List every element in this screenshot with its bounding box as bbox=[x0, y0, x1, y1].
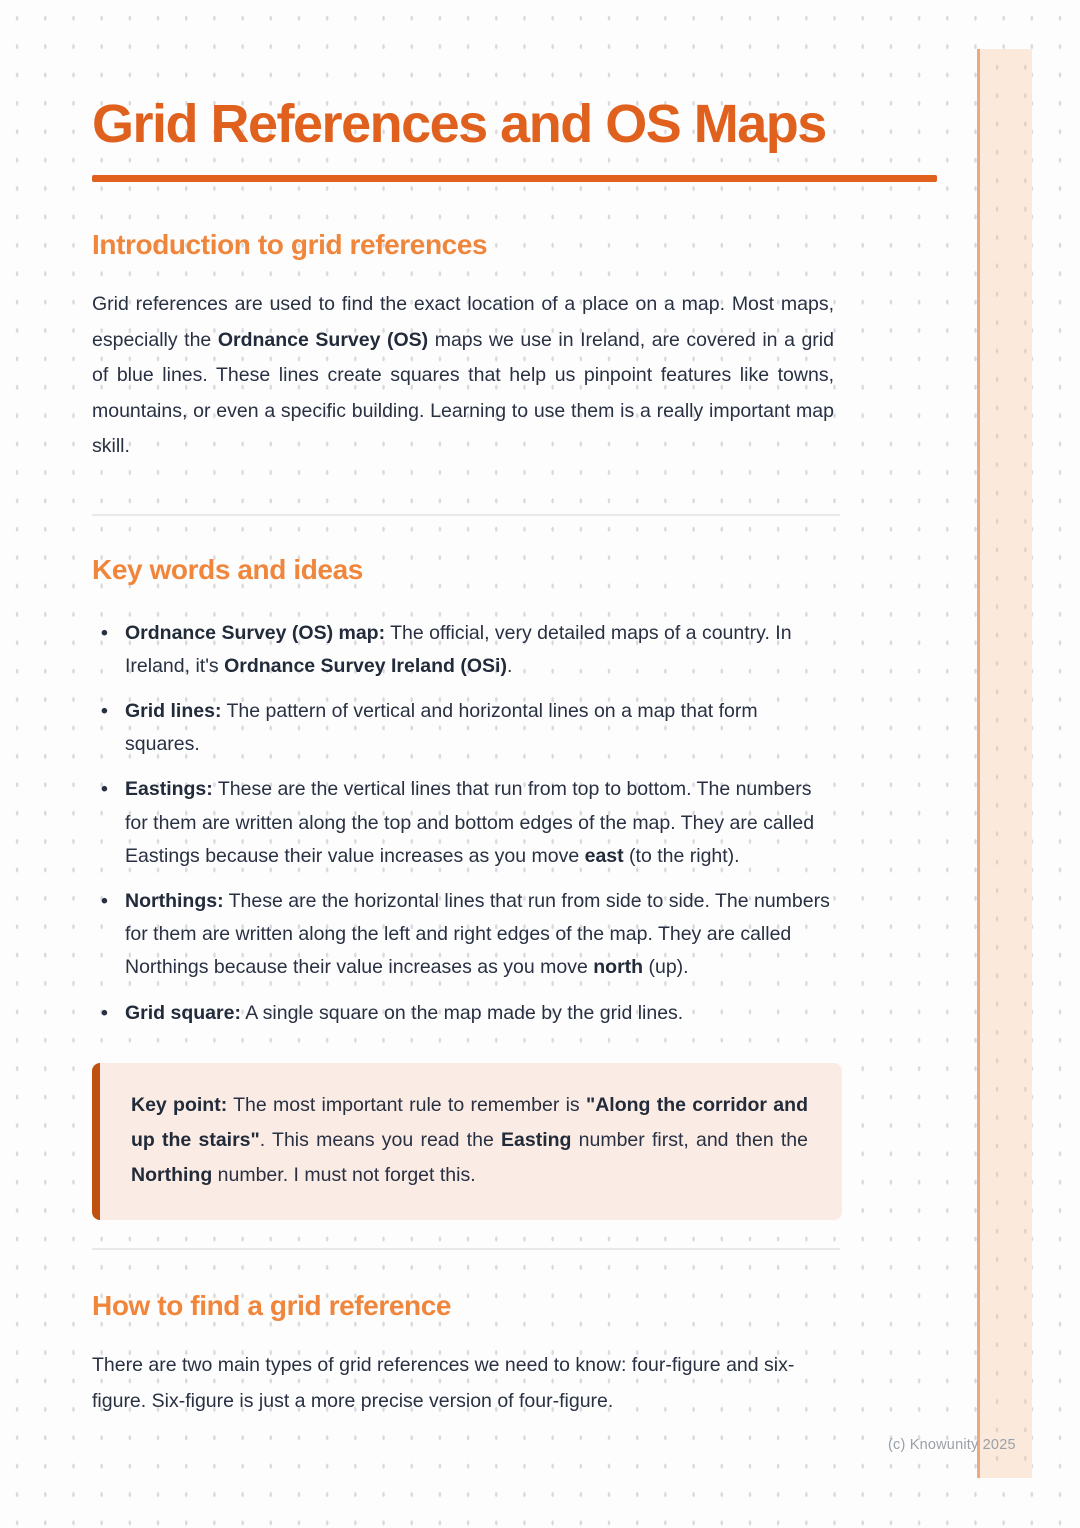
list-item-eastings: • Eastings: These are the vertical lines that run from top to bottom. The numbers for them are written along the top and bottom edges of the map. They are called Eastings because their value increases as you move east (to the right). bbox=[92, 773, 832, 873]
section-howto bbox=[92, 1290, 985, 1419]
keyword-list bbox=[92, 617, 832, 1030]
section-heading-introduction: Introduction to grid references bbox=[92, 229, 488, 261]
section-heading-keywords: Key words and ideas bbox=[92, 553, 363, 585]
introduction-paragraph: Grid references are used to find the exact location of a place on a map. Most maps, especially the Ordnance Survey (OS) maps we use in Ireland, are covered in a grid of blue lines. These lines create squares that help us pinpoint features like towns, mountains, or even a specific building. Learning to use them is a really important map skill. bbox=[92, 293, 834, 458]
section-introduction bbox=[92, 229, 985, 464]
howto-paragraph: There are two main types of grid references we need to know: four-figure and six-figure. Six-figure is just a more precise version of four-figure. bbox=[92, 1354, 795, 1412]
list-item-grid-lines: • Grid lines: The pattern of vertical and horizontal lines on a map that form squares. bbox=[92, 695, 832, 761]
section-heading-howto: How to find a grid reference bbox=[92, 1290, 452, 1322]
list-item-ordnance-survey-map: • Ordnance Survey (OS) map: The official, very detailed maps of a country. In Ireland, it's Ordnance Survey Ireland (OSi). bbox=[92, 617, 832, 683]
section-divider bbox=[92, 1248, 840, 1250]
list-item-grid-square: • Grid square: A single square on the map made by the grid lines. bbox=[92, 997, 832, 1030]
page-title: Grid References and OS Maps bbox=[92, 94, 826, 154]
key-point-text: Key point: The most important rule to remember is "Along the corridor and up the stairs". This means you read the Easting number first, and then the Northing number. I must not forget this. bbox=[131, 1093, 808, 1187]
list-item-northings: • Northings: These are the horizontal lines that run from side to side. The numbers for them are written along the left and right edges of the map. They are called Northings because their value increases as you move north (up). bbox=[92, 885, 832, 985]
key-point-callout bbox=[92, 1063, 842, 1221]
title-rule bbox=[92, 175, 937, 182]
section-divider bbox=[92, 514, 840, 516]
side-band bbox=[977, 49, 1032, 1478]
copyright-footer: (c) Knowunity 2025 bbox=[888, 1437, 1016, 1453]
section-keywords bbox=[92, 554, 985, 1221]
